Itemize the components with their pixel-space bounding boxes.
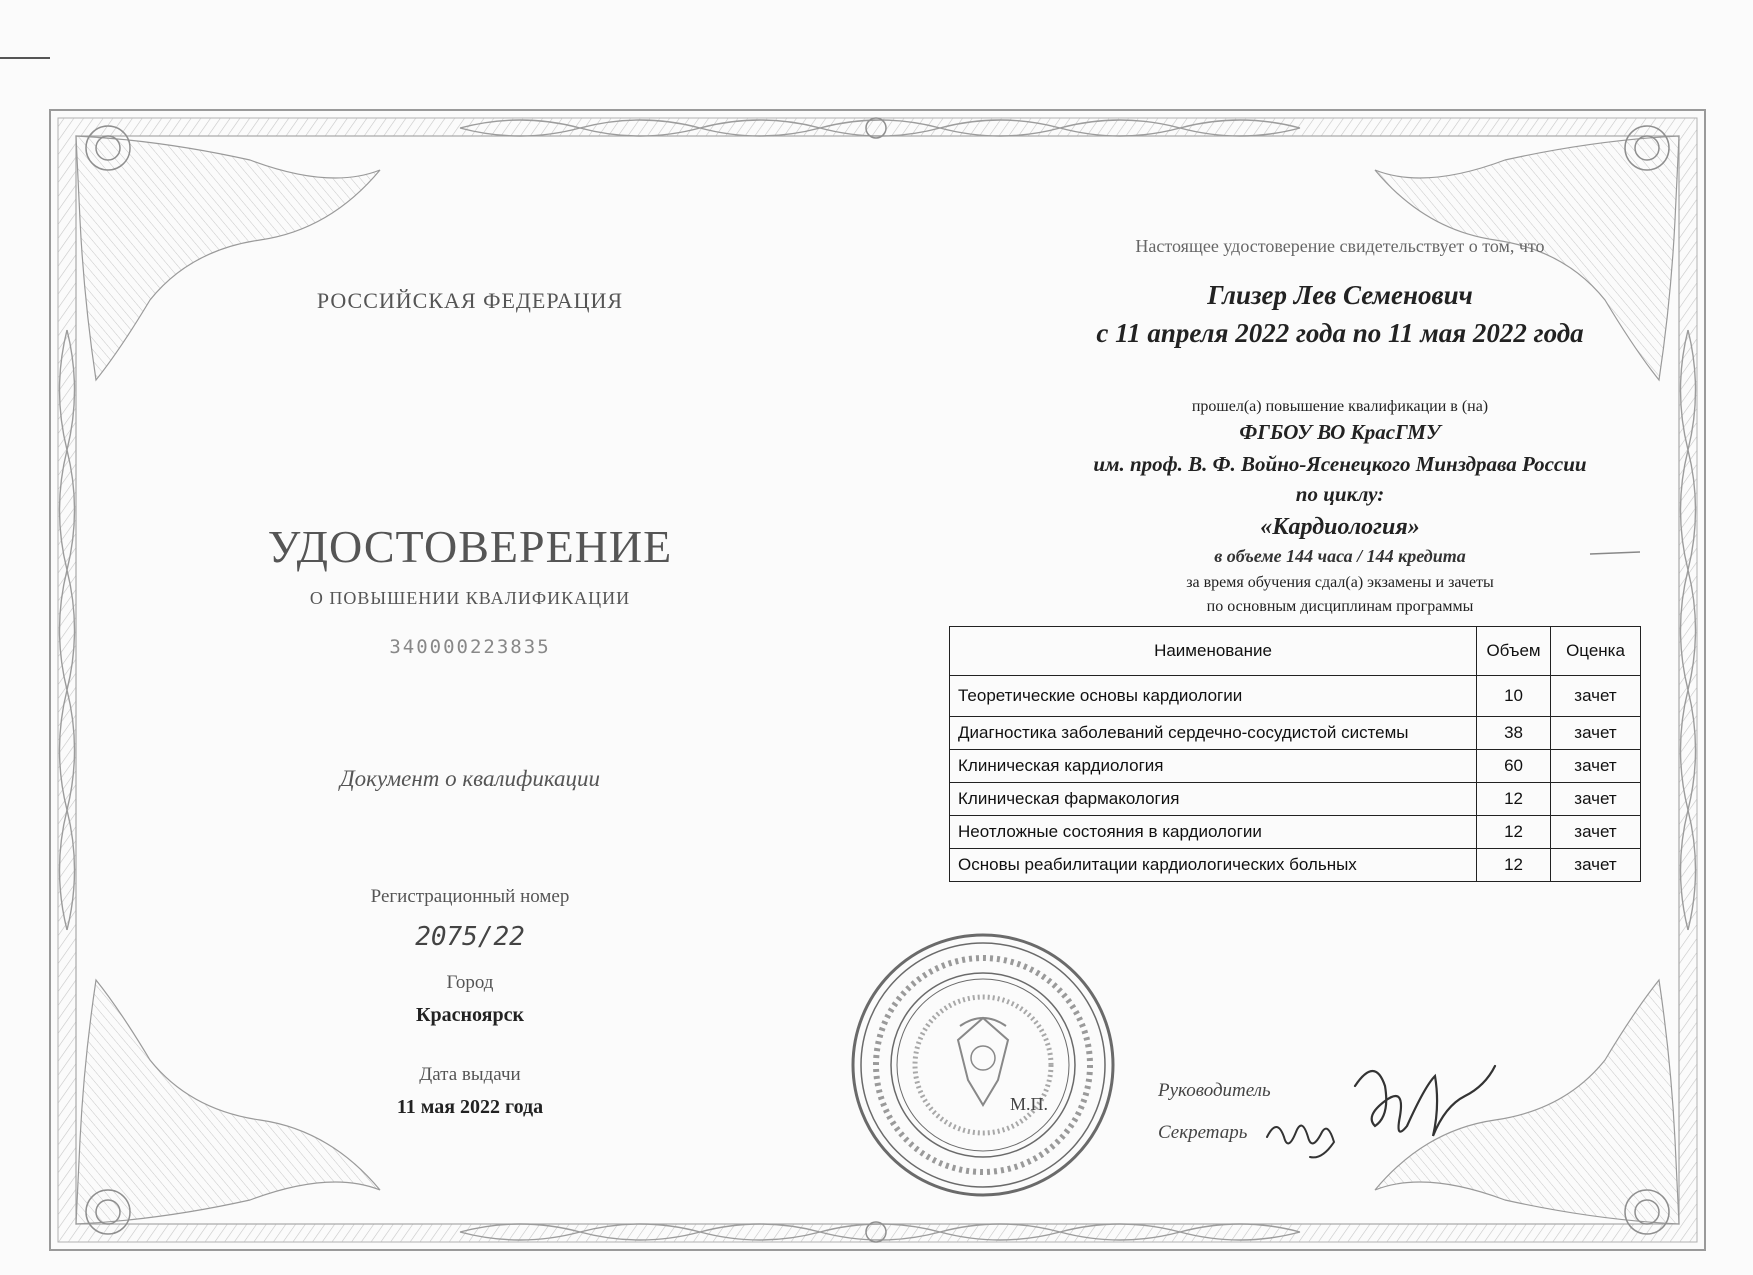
program-name: «Кардиология» xyxy=(1260,514,1420,540)
person-name: Глизер Лев Семенович xyxy=(1207,280,1473,310)
table-row xyxy=(950,849,1641,882)
program-volume: в объеме 144 часа / 144 кредита xyxy=(1214,546,1466,566)
cycle-label: по циклу: xyxy=(1295,482,1385,506)
subject-hours: 60 xyxy=(1477,750,1551,783)
subject-grade: зачет xyxy=(1551,717,1641,750)
serial-number: 340000223835 xyxy=(389,636,551,658)
secretary-label: Секретарь xyxy=(1158,1122,1248,1143)
document-title: УДОСТОВЕРЕНИЕ xyxy=(267,521,673,572)
table-row xyxy=(950,816,1641,849)
city-label: Город xyxy=(446,972,494,993)
organization-line-1: ФГБОУ ВО КрасГМУ xyxy=(1239,420,1441,444)
header-hours: Объем xyxy=(1477,627,1551,676)
head-signature xyxy=(1345,1046,1505,1156)
subject-name: Клиническая фармакология xyxy=(950,783,1477,816)
subject-name: Клиническая кардиология xyxy=(950,750,1477,783)
document-subtitle: О ПОВЫШЕНИИ КВАЛИФИКАЦИИ xyxy=(309,588,631,608)
subject-grade: зачет xyxy=(1551,783,1641,816)
table-header-row xyxy=(950,627,1641,676)
issue-date: 11 мая 2022 года xyxy=(396,1096,544,1118)
exams-text-line-1: за время обучения сдал(а) экзамены и зачеты xyxy=(1186,574,1494,591)
exams-text-line-2: по основным дисциплинам программы xyxy=(1206,598,1474,615)
table-row xyxy=(950,750,1641,783)
header-grade: Оценка xyxy=(1551,627,1641,676)
table-row xyxy=(950,783,1641,816)
table-row xyxy=(950,676,1641,717)
secretary-signature xyxy=(1262,1102,1342,1162)
subject-hours: 10 xyxy=(1477,676,1551,717)
official-stamp xyxy=(848,930,1118,1200)
issue-date-label: Дата выдачи xyxy=(419,1064,521,1085)
registration-label: Регистрационный номер xyxy=(370,886,570,907)
subject-name: Основы реабилитации кардиологических больных xyxy=(950,849,1477,882)
subject-grade: зачет xyxy=(1551,849,1641,882)
subject-name: Неотложные состояния в кардиологии xyxy=(950,816,1477,849)
subject-hours: 12 xyxy=(1477,783,1551,816)
subject-name: Диагностика заболеваний сердечно-сосудистой системы xyxy=(950,717,1477,750)
intro-text: Настоящее удостоверение свидетельствует о том, что xyxy=(1135,236,1545,256)
subject-grade: зачет xyxy=(1551,676,1641,717)
subject-hours: 12 xyxy=(1477,849,1551,882)
subject-hours: 12 xyxy=(1477,816,1551,849)
stamp-mark: М.П. xyxy=(1010,1094,1049,1114)
country-name: РОССИЙСКАЯ ФЕДЕРАЦИЯ xyxy=(316,288,624,313)
subject-grade: зачет xyxy=(1551,816,1641,849)
table-row xyxy=(950,717,1641,750)
city: Красноярск xyxy=(416,1004,524,1026)
training-period: с 11 апреля 2022 года по 11 мая 2022 года xyxy=(1096,318,1584,348)
subject-hours: 38 xyxy=(1477,717,1551,750)
registration-number: 2075/22 xyxy=(415,922,525,952)
passed-text: прошел(а) повышение квалификации в (на) xyxy=(1191,398,1489,415)
document-type: Документ о квалификации xyxy=(339,766,601,791)
subject-grade: зачет xyxy=(1551,750,1641,783)
subject-name: Теоретические основы кардиологии xyxy=(950,676,1477,717)
header-name: Наименование xyxy=(950,627,1477,676)
head-label: Руководитель xyxy=(1158,1080,1271,1101)
organization-line-2: им. проф. В. Ф. Войно-Ясенецкого Минздрава России xyxy=(1093,452,1587,476)
subjects-table xyxy=(949,626,1641,882)
